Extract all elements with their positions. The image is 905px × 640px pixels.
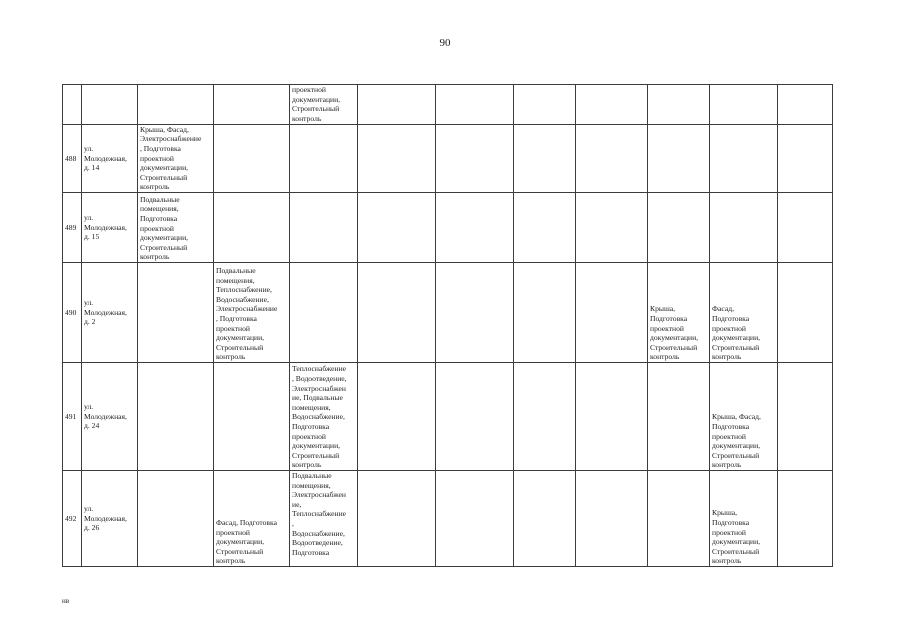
work-cell: [214, 263, 290, 363]
cell-content: [63, 363, 81, 470]
cell-content: [710, 471, 777, 566]
work-text: Подвальные помещения, Подготовка проектной документации, Строительный контроль: [140, 194, 189, 262]
work-cell: [648, 263, 710, 363]
empty-cell: [648, 125, 710, 193]
empty-cell: [576, 263, 648, 363]
cell-content: [290, 471, 357, 566]
row-number-cell: [63, 471, 82, 567]
work-cell: [710, 471, 778, 567]
empty-cell: [514, 471, 576, 567]
cell-content: [214, 263, 289, 362]
empty-cell: [358, 193, 436, 263]
work-cell: [138, 193, 214, 263]
empty-cell: [436, 85, 514, 125]
empty-cell: [214, 125, 290, 193]
empty-cell: [138, 363, 214, 471]
cell-content: [648, 263, 709, 362]
work-cell: [710, 263, 778, 363]
empty-cell: [576, 471, 648, 567]
empty-cell: [358, 363, 436, 471]
empty-cell: [576, 363, 648, 471]
empty-cell: [290, 125, 358, 193]
address-cell: [82, 263, 138, 363]
table-row: [63, 193, 833, 263]
address-text: ул. Молодежная, д. 15: [84, 213, 127, 242]
footer-mark: нв: [62, 597, 70, 605]
cell-content: [82, 471, 137, 566]
work-cell: [214, 471, 290, 567]
empty-cell: [358, 85, 436, 125]
empty-cell: [514, 193, 576, 263]
work-text: Крыша, Фасад, Подготовка проектной документации, Строительный контроль: [712, 412, 761, 470]
cell-content: [138, 125, 213, 192]
empty-cell: [436, 193, 514, 263]
page-number: 90: [439, 37, 451, 49]
empty-cell: [214, 363, 290, 471]
empty-cell: [778, 125, 833, 193]
address-cell: [82, 125, 138, 193]
empty-cell: [778, 193, 833, 263]
address-text: ул. Молодежная, д. 24: [84, 402, 127, 431]
address-cell: [82, 193, 138, 263]
empty-cell: [214, 193, 290, 263]
cell-content: [63, 471, 81, 566]
works-table: [62, 84, 833, 567]
cell-content: [82, 193, 137, 262]
empty-cell: [514, 363, 576, 471]
address-text: ул. Молодежная, д. 26: [84, 504, 127, 533]
work-cell: [290, 85, 358, 125]
empty-cell: [576, 125, 648, 193]
cell-content: [82, 263, 137, 362]
empty-cell: [290, 263, 358, 363]
empty-cell: [514, 263, 576, 363]
table-row: [63, 471, 833, 567]
cell-content: [710, 363, 777, 470]
row-number: 492: [65, 513, 77, 523]
work-text: Подвальные помещения, Теплоснабжение, Водоснабжение, Электроснабжение , Подготовка проектной документации, Строительный контроль: [216, 266, 278, 362]
address-cell: [82, 85, 138, 125]
address-text: ул. Молодежная, д. 14: [84, 144, 127, 173]
empty-cell: [358, 263, 436, 363]
empty-cell: [436, 363, 514, 471]
empty-cell: [290, 193, 358, 263]
table-row: [63, 363, 833, 471]
empty-cell: [710, 125, 778, 193]
empty-cell: [358, 471, 436, 567]
row-number: 490: [65, 307, 77, 317]
row-number-cell: [63, 125, 82, 193]
work-cell: [138, 125, 214, 193]
row-number-cell: [63, 363, 82, 471]
empty-cell: [576, 193, 648, 263]
table-row: [63, 263, 833, 363]
address-text: ул. Молодежная, д. 2: [84, 298, 127, 327]
row-number: 489: [65, 222, 77, 232]
cell-content: [290, 85, 357, 124]
cell-content: [710, 263, 777, 362]
empty-cell: [576, 85, 648, 125]
empty-cell: [436, 263, 514, 363]
cell-content: [63, 125, 81, 192]
address-cell: [82, 471, 138, 567]
empty-cell: [138, 471, 214, 567]
empty-cell: [778, 471, 833, 567]
empty-cell: [778, 263, 833, 363]
cell-content: [82, 363, 137, 470]
cell-content: [138, 193, 213, 262]
row-number-cell: [63, 85, 82, 125]
table-row: [63, 125, 833, 193]
work-cell: [710, 363, 778, 471]
work-text: Фасад, Подготовка проектной документации, Строительный контроль: [216, 518, 277, 566]
empty-cell: [436, 125, 514, 193]
cell-content: [214, 471, 289, 566]
work-text: Теплоснабжение , Водоотведение, Электроснабжен ие, Подвальные помещения, Водоснабжение, Подготовка проектной документации, Строительный контроль: [292, 364, 347, 470]
empty-cell: [778, 85, 833, 125]
cell-content: [63, 193, 81, 262]
row-number: 491: [65, 411, 77, 421]
cell-content: [290, 363, 357, 470]
empty-cell: [648, 363, 710, 471]
work-text: Крыша, Фасад, Электроснабжение , Подготовка проектной документации, Строительный контроль: [140, 125, 202, 192]
empty-cell: [214, 85, 290, 125]
empty-cell: [138, 85, 214, 125]
empty-cell: [648, 193, 710, 263]
empty-cell: [358, 125, 436, 193]
work-text: Фасад, Подготовка проектной документации, Строительный контроль: [712, 304, 761, 362]
row-number: 488: [65, 153, 77, 163]
address-cell: [82, 363, 138, 471]
cell-content: [82, 125, 137, 192]
work-text: Крыша, Подготовка проектной документации, Строительный контроль: [712, 508, 761, 566]
empty-cell: [514, 85, 576, 125]
empty-cell: [710, 85, 778, 125]
work-cell: [290, 363, 358, 471]
empty-cell: [710, 193, 778, 263]
work-text: проектной документации, Строительный контроль: [292, 85, 341, 123]
empty-cell: [514, 125, 576, 193]
work-text: Крыша, Подготовка проектной документации, Строительный контроль: [650, 304, 699, 362]
cell-content: [63, 263, 81, 362]
table-row-continuation: [63, 85, 833, 125]
work-cell: [290, 471, 358, 567]
work-text: Подвальные помещения, Электроснабжен ие, Теплоснабжение , Водоснабжение, Водоотведение, Подготовка: [292, 471, 347, 557]
row-number-cell: [63, 263, 82, 363]
empty-cell: [778, 363, 833, 471]
row-number-cell: [63, 193, 82, 263]
empty-cell: [138, 263, 214, 363]
empty-cell: [648, 85, 710, 125]
empty-cell: [648, 471, 710, 567]
empty-cell: [436, 471, 514, 567]
